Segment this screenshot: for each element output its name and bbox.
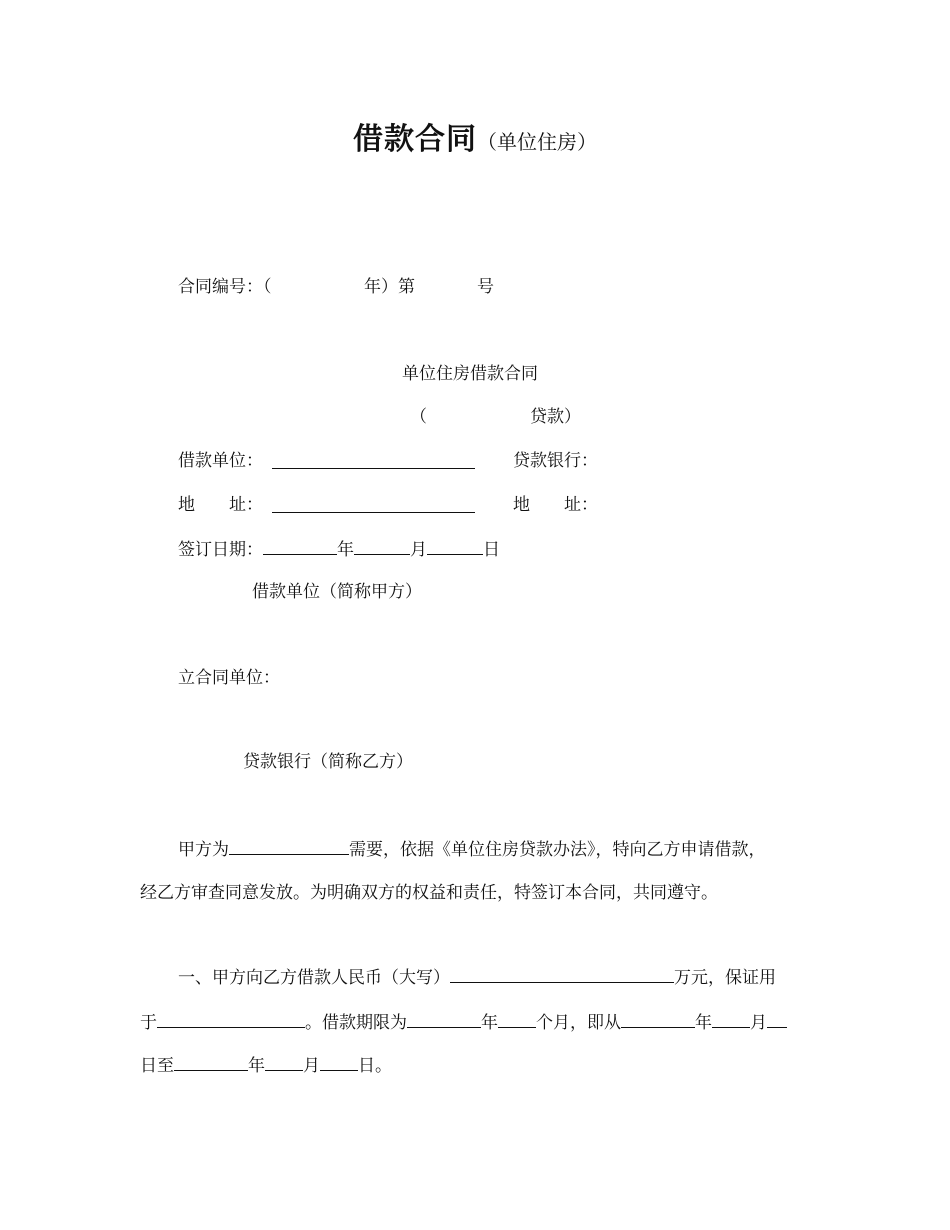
amount-blank [450, 966, 674, 983]
party-b: 贷款银行（简称乙方） [243, 752, 413, 772]
sign-date-day: 日 [483, 540, 500, 560]
bank-label: 贷款银行： [513, 451, 598, 471]
term-year-blank [407, 1011, 481, 1028]
para2-f: 个月，即从 [536, 1013, 621, 1033]
para2-c: 于 [140, 1013, 157, 1033]
sign-day-blank [427, 538, 483, 555]
para2-d: 。借款期限为 [305, 1013, 407, 1033]
purpose-blank [229, 838, 349, 855]
para2-h: 月 [750, 1013, 767, 1033]
sign-date-month: 月 [410, 540, 427, 560]
contract-no-label: 合同编号：（ [178, 277, 272, 297]
title-sub: （单位住房） [477, 130, 597, 154]
center-title: 单位住房借款合同 [402, 364, 538, 384]
sign-month-blank [354, 538, 410, 555]
signer-label: 立合同单位： [178, 668, 280, 688]
para2-b: 万元，保证用 [674, 968, 776, 988]
bank-address-label: 地 址： [513, 495, 598, 515]
para2-a: 一、甲方向乙方借款人民币（大写） [178, 968, 450, 988]
sign-date-year: 年 [337, 540, 354, 560]
sign-year-blank [263, 538, 337, 555]
para2-g: 年 [695, 1013, 712, 1033]
start-month-blank [712, 1011, 750, 1028]
sign-date-row [178, 538, 500, 561]
loan-type-close: 贷款） [530, 407, 581, 427]
para2-line2 [140, 1011, 787, 1034]
para2-e: 年 [481, 1013, 498, 1033]
borrower-blank [272, 452, 475, 473]
end-month-blank [265, 1054, 303, 1071]
address-blank [272, 496, 475, 517]
end-year-blank [174, 1054, 248, 1071]
para2-line1 [178, 966, 776, 989]
para2-i: 日至 [140, 1056, 174, 1076]
title-main: 借款合同 [353, 122, 477, 157]
document-title [0, 114, 950, 158]
contract-no-year: 年）第 [364, 277, 415, 297]
para2-j: 年 [248, 1056, 265, 1076]
loan-type-open: （ [410, 407, 427, 427]
para2-line3 [140, 1054, 392, 1077]
borrower-label: 借款单位： [178, 451, 263, 471]
para2-k: 月 [303, 1056, 320, 1076]
contract-no-number: 号 [477, 277, 494, 297]
address-label: 地 址： [178, 495, 263, 515]
party-a: 借款单位（简称甲方） [252, 582, 422, 602]
use-blank [157, 1011, 305, 1028]
sign-date-label: 签订日期： [178, 540, 263, 560]
term-month-blank [498, 1011, 536, 1028]
start-day-blank [767, 1011, 787, 1028]
para1-a: 甲方为 [178, 840, 229, 860]
para1-b: 需要，依据《单位住房贷款办法》，特向乙方申请借款， [349, 840, 766, 860]
para2-l: 日。 [358, 1056, 392, 1076]
end-day-blank [320, 1054, 358, 1071]
para1-line2: 经乙方审查同意发放。为明确双方的权益和责任，特签订本合同，共同遵守。 [140, 883, 718, 903]
start-year-blank [621, 1011, 695, 1028]
para1-line1 [178, 838, 766, 861]
